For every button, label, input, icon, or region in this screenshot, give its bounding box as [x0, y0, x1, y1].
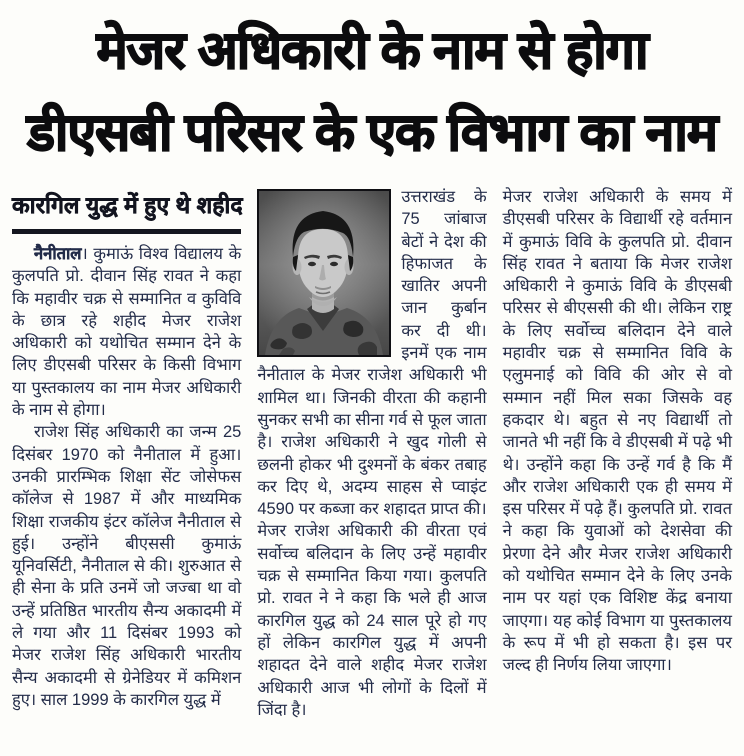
column-1	[12, 186, 241, 721]
dateline: नैनीताल	[34, 245, 82, 263]
column-1-text	[12, 243, 241, 711]
paragraph	[12, 243, 241, 421]
portrait-photo-image	[259, 191, 389, 355]
column-3	[503, 186, 732, 721]
headline-line-2: डीएसबी परिसर के एक विभाग का नाम	[27, 104, 717, 162]
column-2-text	[257, 186, 486, 721]
paragraph: राजेश सिंह अधिकारी का जन्म 25 दिसंबर 1970 को नैनीताल में हुआ। उनकी प्रारम्भिक शिक्षा सेंट जोसेफस कॉलेज से 1987 में और माध्यमिक शिक्षा राजकीय इंटर कॉलेज नैनीताल से हुई। उन्होंने बीएससी कुमाऊं यूनिवर्सिटी, नैनीताल से की। शुरुआत से ही सेना के प्रति उनमें जो जज्बा था वो उन्हें प्रतिष्ठित भारतीय सैन्य अकादमी में ले गया और 11 दिसंबर 1993 को मेजर राजेश सिंह अधिकारी भारतीय सैन्य अकादमी से ग्रेनेडियर में कमिशन हुए। साल 1999 के कारगिल युद्ध में	[12, 423, 242, 709]
paragraph: उत्तराखंड के 75 जांबाज बेटों ने देश की हिफाजत के खातिर अपनी जान कुर्बान कर दी थी। इनमें एक नाम नैनीताल के मेजर राजेश अधिकारी भी शामिल था। जिनकी वीरता की कहानी सुनकर सभी का सीना गर्व से फूल जाता है। राजेश अधिकारी ने खुद गोली से छलनी होकर भी दुश्मनों के बंकर तबाह कर दिए थे, अदम्य साहस से प्वाइंट 4590 पर कब्जा कर शहादत प्राप्त की। मेजर राजेश अधिकारी की वीरता एवं सर्वोच्च बलिदान के लिए उन्हें महावीर चक्र से सम्मानित किया गया। कुलपति प्रो. रावत ने ने कहा कि भले ही आज कारगिल युद्ध को 24 साल पूरे हो गए हों लेकिन कारगिल युद्ध में अपनी शहादत देने वाले शहीद मेजर राजेश अधिकारी आज भी लोगों के दिलों में जिंदा है।	[257, 188, 487, 719]
paragraph: मेजर राजेश अधिकारी के समय में डीएसबी परिसर के विद्यार्थी रहे वर्तमान में कुमाऊं विवि के कुलपति प्रो. दीवान सिंह रावत ने बताया कि मेजर राजेश अधिकारी ने कुमाऊं विवि के डीएसबी परिसर से बीएससी की थी। लेकिन राष्ट्र के लिए सर्वोच्च बलिदान देने वाले महावीर चक्र से सम्मानित विवि के एलुमनाई को विवि की ओर से वो सम्मान नहीं मिल सका जिसके वह हकदार थे। बहुत से नए विद्यार्थी तो जानते भी नहीं कि वे डीएसबी में पढ़े भी थे। उन्होंने कहा कि उन्हें गर्व है कि मैं और राजेश अधिकारी एक ही समय में इस परिसर में पढ़े हैं। कुलपति प्रो. रावत ने कहा कि युवाओं को देशसेवा की प्रेरणा देने और मेजर राजेश अधिकारी को यथोचित सम्मान देने के लिए उनके नाम पर यहां एक विशिष्ट केंद्र बनाया जाएगा। यह कोई विभाग या पुस्तकालय के रूप में भी हो सकता है। इस पर जल्द ही निर्णय लिया जाएगा।	[502, 188, 732, 675]
kicker-heading: कारगिल युद्ध में हुए थे शहीद	[12, 186, 241, 234]
headline-line-1: मेजर अधिकारी के नाम से होगा	[96, 22, 648, 80]
column-3-text	[503, 186, 732, 677]
paragraph-text: । कुमाऊं विश्व विद्यालय के कुलपति प्रो. दीवान सिंह रावत ने कहा कि महावीर चक्र से सम्मानित व कुविवि के छात्र रहे शहीद मेजर राजेश अधिकारी को यथोचित सम्मान देने के लिए डीएसबी परिसर के किसी विभाग या पुस्तकालय का नाम मेजर अधिकारी के नाम से होगा।	[12, 245, 242, 420]
article-columns	[8, 174, 736, 721]
column-2	[257, 186, 486, 721]
martyr-portrait-photo	[257, 189, 391, 357]
article-headline	[8, 10, 736, 174]
